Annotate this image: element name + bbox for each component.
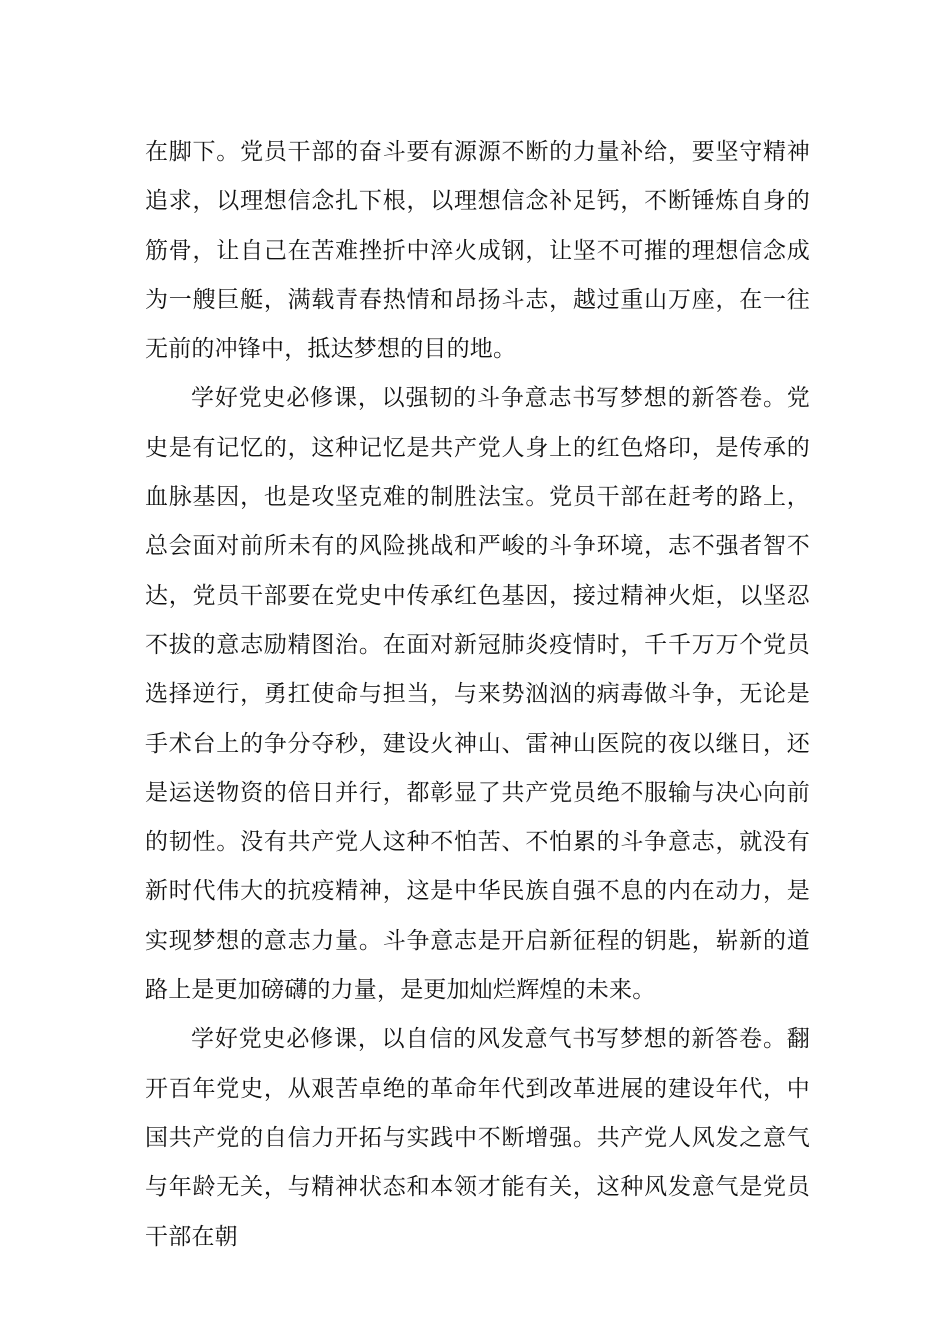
paragraph-2: 学好党史必修课，以强韧的斗争意志书写梦想的新答卷。党史是有记忆的，这种记忆是共产党人身上的红色烙印，是传承的血脉基因，也是攻坚克难的制胜法宝。党员干部在赶考的路上，总会面对前所未有的风险挑战和严峻的斗争环境，志不强者智不达，党员干部要在党史中传承红色基因，接过精神火炬，以坚忍不拔的意志励精图治。在面对新冠肺炎疫情时，千千万万个党员选择逆行，勇扛使命与担当，与来势汹汹的病毒做斗争，无论是手术台上的争分夺秒，建设火神山、雷神山医院的夜以继日，还是运送物资的倍日并行，都彰显了共产党员绝不服输与决心向前的韧性。没有共产党人这种不怕苦、不怕累的斗争意志，就没有新时代伟大的抗疫精神，这是中华民族自强不息的内在动力，是实现梦想的意志力量。斗争意志是开启新征程的钥匙，崭新的道路上是更加磅礴的力量，是更加灿烂辉煌的未来。: [145, 385, 810, 1004]
paragraph-1: 在脚下。党员干部的奋斗要有源源不断的力量补给，要坚守精神追求，以理想信念扎下根，以理想信念补足钙，不断锤炼自身的筋骨，让自己在苦难挫折中淬火成钢，让坚不可摧的理想信念成为一艘巨艇，满载青春热情和昂扬斗志，越过重山万座，在一往无前的冲锋中，抵达梦想的目的地。: [145, 139, 810, 363]
paragraph-3: 学好党史必修课，以自信的风发意气书写梦想的新答卷。翻开百年党史，从艰苦卓绝的革命年代到改革进展的建设年代，中国共产党的自信力开拓与实践中不断增强。共产党人风发之意气与年龄无关，与精神状态和本领才能有关，这种风发意气是党员干部在朝: [145, 1026, 810, 1250]
document-body: [145, 128, 810, 1262]
